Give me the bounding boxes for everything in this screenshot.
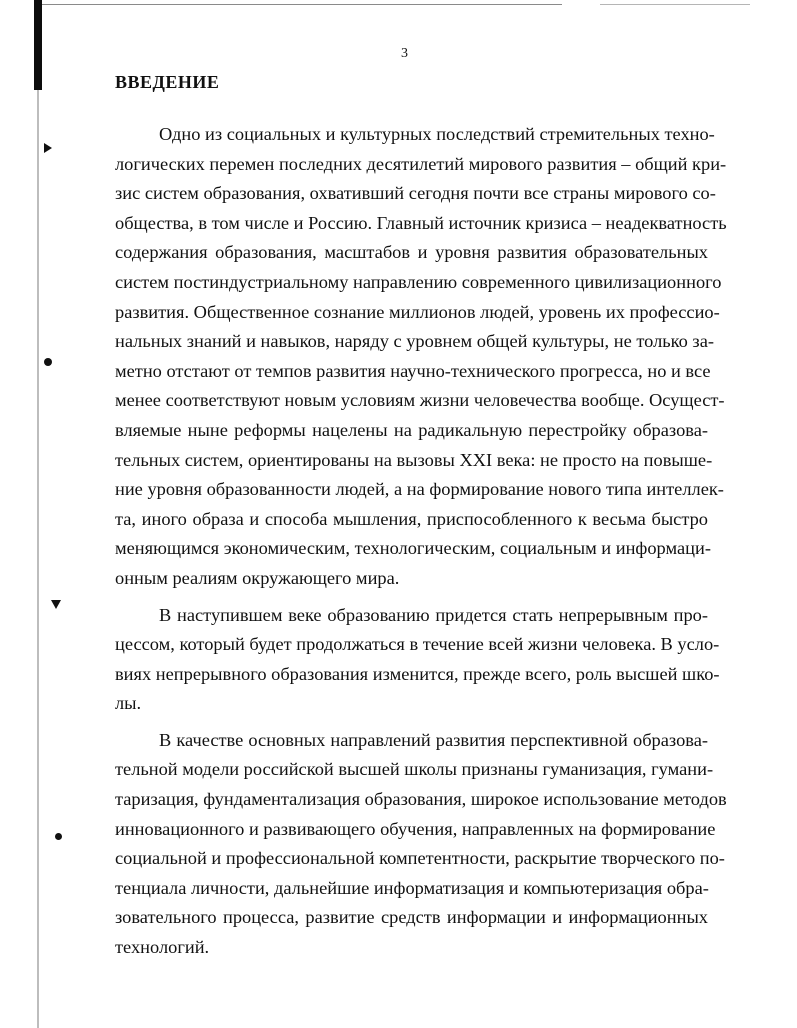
scan-edge-shadow [34,0,42,90]
paragraph-2-line: лы. [115,693,142,714]
paragraph-1-line: общества, в том числе и Россию. Главный источник кризиса – неадекватность [115,212,727,233]
paragraph-3-line: тенциала личности, дальнейшие информатизация и компьютеризация обра- [115,877,709,898]
paragraph-3-line: В качестве основных направлений развития перспективной образова- [159,729,708,750]
paragraph-1-line: Одно из социальных и культурных последствий стремительных техно- [159,124,715,144]
binding-mark-triangle-icon [51,600,61,609]
paragraph-1-line: ние уровня образованности людей, а на формирование нового типа интеллек- [115,479,724,500]
scan-top-line [42,4,562,5]
paragraph-1-line: та, иного образа и способа мышления, приспособленного к весьма быстро [115,508,708,529]
paragraph-1-line: нальных знаний и навыков, наряду с уровнем общей культуры, не только за- [115,331,714,352]
paragraph-1-line: менее соответствуют новым условиям жизни человечества вообще. Осущест- [115,390,725,411]
binding-mark-dot-icon [55,833,62,840]
paragraph-3-line: зовательного процесса, развитие средств информации и информационных [115,907,708,928]
binding-mark-dot-icon [44,358,52,366]
paragraph-1-line: онным реалиям окружающего мира. [115,567,400,588]
paragraph-1-line: логических перемен последних десятилетий мирового развития – общий кри- [115,153,727,174]
paragraph-2-line: В наступившем веке образованию придется стать непрерывным про- [159,604,708,625]
paragraph-2-line: виях непрерывного образования изменится, прежде всего, роль высшей шко- [115,663,720,684]
paragraph-1-line: систем постиндустриальному направлению современного цивилизационного [115,271,722,292]
paragraph-1-line: развития. Общественное сознание миллионов людей, уровень их профессио- [115,301,720,322]
paragraph-1-line: тельных систем, ориентированы на вызовы XXI века: не просто на повыше- [115,449,713,470]
paragraph-1-line: метно отстают от темпов развития научно-технического прогресса, но и все [115,360,711,381]
paragraph-gap [115,594,708,601]
paragraph-3-line: тельной модели российской высшей школы признаны гуманизация, гумани- [115,759,714,780]
paragraph-1-line: меняющимся экономическим, технологическим, социальным и информаци- [115,538,711,559]
page-number: 3 [401,46,408,61]
scan-top-line-right [600,4,750,5]
page-title: ВВЕДЕНИЕ [115,72,220,92]
paragraph-3-line: технологий. [115,937,210,958]
document-body [115,120,727,963]
paragraph-2-line: цессом, который будет продолжаться в течение всей жизни человека. В усло- [115,634,720,655]
paragraph-1-line: содержания образования, масштабов и уровня развития образовательных [115,242,708,263]
paragraph-3-line: инновационного и развивающего обучения, направленных на формирование [115,818,716,839]
paragraph-3-line: социальной и профессиональной компетентности, раскрытие творческого по- [115,848,725,869]
paragraph-1-line: зис систем образования, охвативший сегодня почти все страны мирового со- [115,183,716,204]
binding-mark-arrow-icon [44,143,52,153]
paragraph-1-line: вляемые ныне реформы нацелены на радикальную перестройку образова- [115,419,708,440]
scan-edge-line [37,90,39,1028]
paragraph-3-line: таризация, фундаментализация образования, широкое использование методов [115,789,727,810]
paragraph-gap [115,719,708,726]
